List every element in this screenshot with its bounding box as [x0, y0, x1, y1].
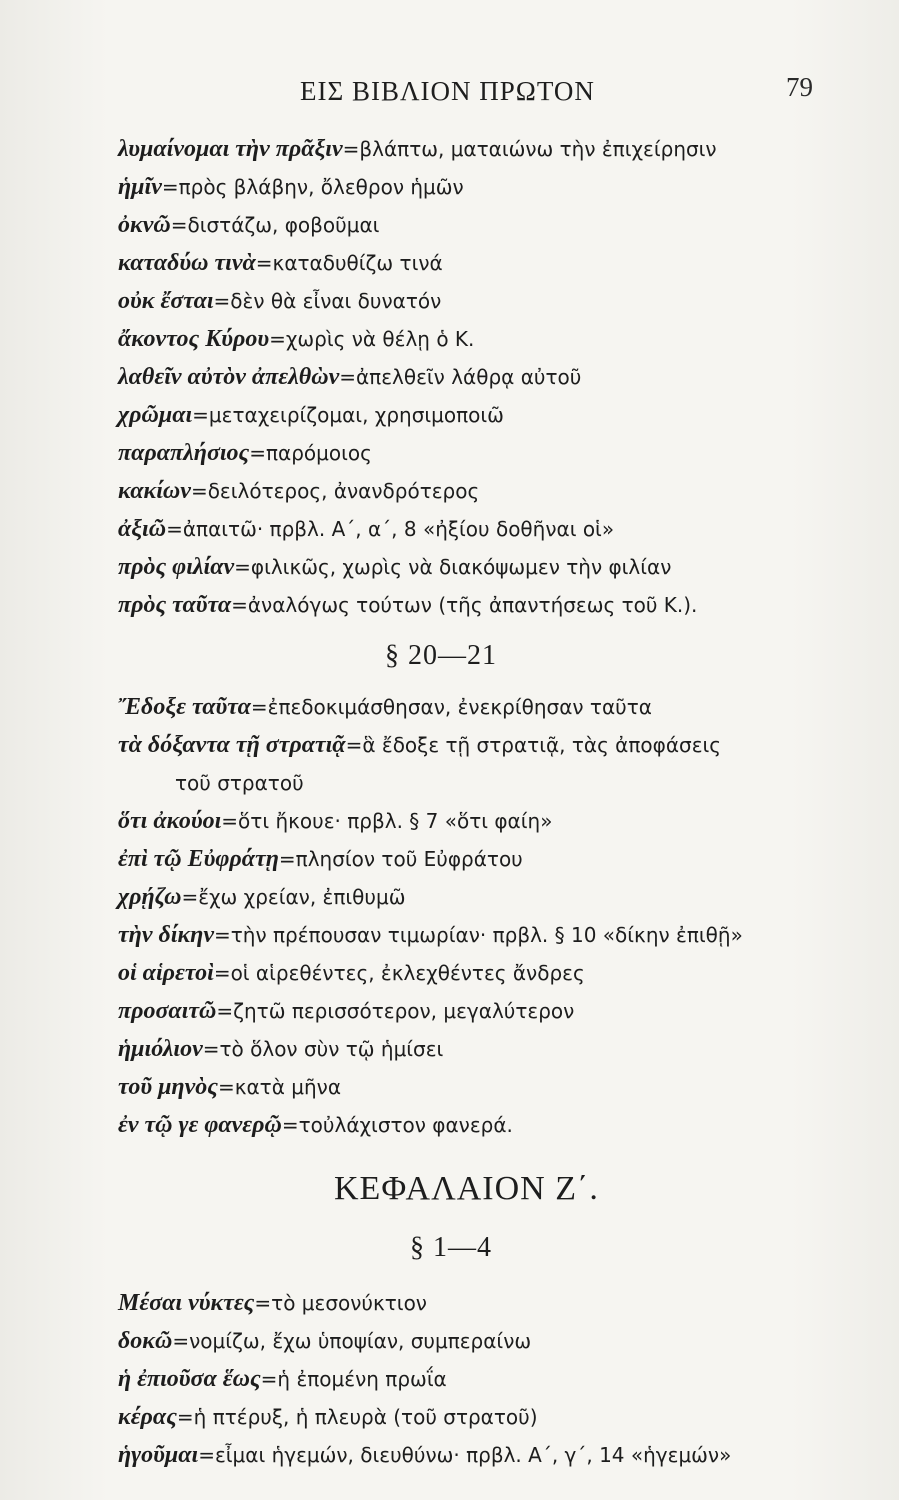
glossary-entry	[118, 286, 441, 317]
entry-gloss: =μεταχειρίζομαι, χρησιμοποιῶ	[192, 403, 504, 427]
entry-gloss: =εἶμαι ἡγεμών, διευθύνω· πρβλ. Α΄, γ΄, 14 «ἡγεμών»	[198, 1443, 732, 1467]
entry-gloss: =τὸ μεσονύκτιον	[254, 1291, 427, 1315]
entry-lemma: κακίων	[118, 478, 191, 504]
entry-lemma: ἡμιόλιον	[118, 1036, 203, 1062]
entry-gloss: =φιλικῶς, χωρὶς νὰ διακόψωμεν τὴν φιλίαν	[234, 555, 672, 579]
entry-lemma: ἡ ἐπιοῦσα ἕως	[118, 1366, 261, 1392]
glossary-entry	[118, 476, 479, 507]
entry-gloss: =δὲν θὰ εἶναι δυνατόν	[213, 289, 442, 313]
entry-gloss: =ἔχω χρείαν, ἐπιθυμῶ	[181, 885, 406, 909]
section-heading: § 1—4	[410, 1232, 492, 1263]
glossary-entry	[118, 882, 405, 913]
page-number: 79	[786, 72, 813, 102]
glossary-entry	[118, 1326, 531, 1357]
entry-gloss: =ὅτι ἤκουε· πρβλ. § 7 «ὅτι φαίη»	[221, 809, 553, 833]
entry-gloss: =χωρὶς νὰ θέλῃ ὁ Κ.	[269, 327, 475, 351]
glossary-entry	[118, 1072, 341, 1103]
entry-lemma: ὅτι ἀκούοι	[118, 808, 222, 834]
entry-lemma: δοκῶ	[118, 1328, 173, 1354]
entry-lemma: λαθεῖν αὐτὸν ἀπελθὼν	[118, 364, 340, 390]
glossary-entry	[118, 920, 743, 951]
entry-lemma: ὀκνῶ	[118, 212, 171, 238]
glossary-entry	[118, 1034, 443, 1065]
entry-lemma: παραπλήσιος	[118, 440, 250, 466]
entry-gloss: =δειλότερος, ἀνανδρότερος	[190, 479, 480, 503]
entry-lemma: ἡγοῦμαι	[118, 1442, 199, 1468]
glossary-entry	[118, 692, 652, 723]
entry-lemma: χρῶμαι	[118, 402, 193, 428]
glossary-entry	[118, 248, 443, 279]
glossary-entry	[118, 514, 614, 545]
entry-lemma: τὰ δόξαντα τῇ στρατιᾷ	[118, 732, 346, 758]
entry-gloss: =πρὸς βλάβην, ὄλεθρον ἡμῶν	[161, 175, 464, 199]
entry-lemma: οὐκ ἔσται	[118, 288, 214, 314]
glossary-entry	[118, 172, 464, 203]
glossary-entry	[118, 552, 671, 583]
glossary-entry	[118, 844, 523, 875]
entry-lemma: χρῄζω	[118, 884, 182, 910]
glossary-entry	[118, 134, 717, 165]
entry-lemma: Μέσαι νύκτες	[118, 1290, 255, 1316]
glossary-entry-continuation	[175, 768, 304, 799]
entry-gloss: =κατὰ μῆνα	[217, 1075, 342, 1099]
entry-gloss: =ζητῶ περισσότερον, μεγαλύτερον	[216, 999, 575, 1023]
entry-lemma: ἄκοντος Κύρου	[118, 326, 270, 352]
glossary-entry	[118, 806, 552, 837]
glossary-entry	[118, 590, 697, 621]
entry-lemma: πρὸς φιλίαν	[118, 554, 235, 580]
entry-gloss: =οἱ αἱρεθέντες, ἐκλεχθέντες ἄνδρες	[213, 961, 585, 985]
entry-lemma: κέρας	[118, 1404, 177, 1430]
entry-lemma: τὴν δίκην	[118, 922, 214, 948]
glossary-entry	[118, 324, 474, 355]
entry-lemma: ἡμῖν	[118, 174, 162, 200]
entry-gloss: =τὸ ὅλον σὺν τῷ ἡμίσει	[202, 1037, 444, 1061]
entry-lemma: ἐπὶ τῷ Εὐφράτῃ	[118, 846, 279, 872]
chapter-heading: ΚΕΦΑΛΑΙΟΝ Ζ΄.	[334, 1170, 599, 1207]
section-heading: § 20—21	[385, 640, 497, 671]
entry-gloss: =ἐπεδοκιμάσθησαν, ἐνεκρίθησαν ταῦτα	[250, 695, 652, 719]
entry-gloss: =τὴν πρέπουσαν τιμωρίαν· πρβλ. § 10 «δίκην ἐπιθῇ»	[213, 923, 743, 947]
glossary-entry	[118, 1288, 427, 1319]
entry-lemma: οἱ αἱρετοὶ	[118, 960, 214, 986]
entry-lemma: πρὸς ταῦτα	[118, 592, 232, 618]
entry-gloss: =ἃ ἔδοξε τῇ στρατιᾷ, τὰς ἀποφάσεις	[345, 733, 722, 757]
entry-gloss: =καταδυθίζω τινά	[255, 251, 443, 275]
glossary-entry	[118, 1364, 447, 1395]
entry-lemma: ἐν τῷ γε φανερῷ	[118, 1112, 282, 1138]
glossary-entry	[118, 438, 372, 469]
entry-gloss: =παρόμοιος	[249, 441, 372, 465]
glossary-entry	[118, 996, 574, 1027]
entry-gloss: =ἀπαιτῶ· πρβλ. Α΄, α΄, 8 «ἠξίου δοθῆναι οἱ»	[166, 517, 615, 541]
glossary-entry	[118, 730, 721, 761]
entry-lemma: λυμαίνομαι τὴν πρᾶξιν	[118, 136, 343, 162]
entry-gloss: =ἀπελθεῖν λάθρᾳ αὐτοῦ	[339, 365, 582, 389]
glossary-entry	[118, 1402, 538, 1433]
entry-lemma: τοῦ μηνὸς	[118, 1074, 218, 1100]
glossary-entry	[118, 1110, 513, 1141]
running-title: ΕΙΣ ΒΙΒΛΙΟΝ ΠΡΩΤΟΝ	[300, 76, 595, 106]
entry-lemma: Ἔδοξε ταῦτα	[118, 694, 251, 720]
page-header	[0, 72, 899, 116]
entry-gloss: =τοὐλάχιστον φανερά.	[281, 1113, 513, 1137]
entry-gloss: τοῦ στρατοῦ	[175, 771, 304, 795]
glossary-entry	[118, 362, 581, 393]
entry-gloss: =διστάζω, φοβοῦμαι	[170, 213, 380, 237]
glossary-entry	[118, 400, 504, 431]
entry-gloss: =ἡ ἐπομένη πρωΐα	[260, 1367, 447, 1391]
entry-lemma: προσαιτῶ	[118, 998, 217, 1024]
entry-lemma: καταδύω τινὰ	[118, 250, 256, 276]
glossary-entry	[118, 210, 379, 241]
glossary-entry	[118, 958, 585, 989]
entry-gloss: =πλησίον τοῦ Εὐφράτου	[278, 847, 523, 871]
entry-gloss: =βλάπτω, ματαιώνω τὴν ἐπιχείρησιν	[342, 137, 717, 161]
entry-gloss: =νομίζω, ἔχω ὑποψίαν, συμπεραίνω	[172, 1329, 532, 1353]
glossary-entry	[118, 1440, 731, 1471]
entry-gloss: =ἡ πτέρυξ, ἡ πλευρὰ (τοῦ στρατοῦ)	[176, 1405, 538, 1429]
entry-lemma: ἀξιῶ	[118, 516, 167, 542]
entry-gloss: =ἀναλόγως τούτων (τῆς ἀπαντήσεως τοῦ Κ.).	[231, 593, 698, 617]
